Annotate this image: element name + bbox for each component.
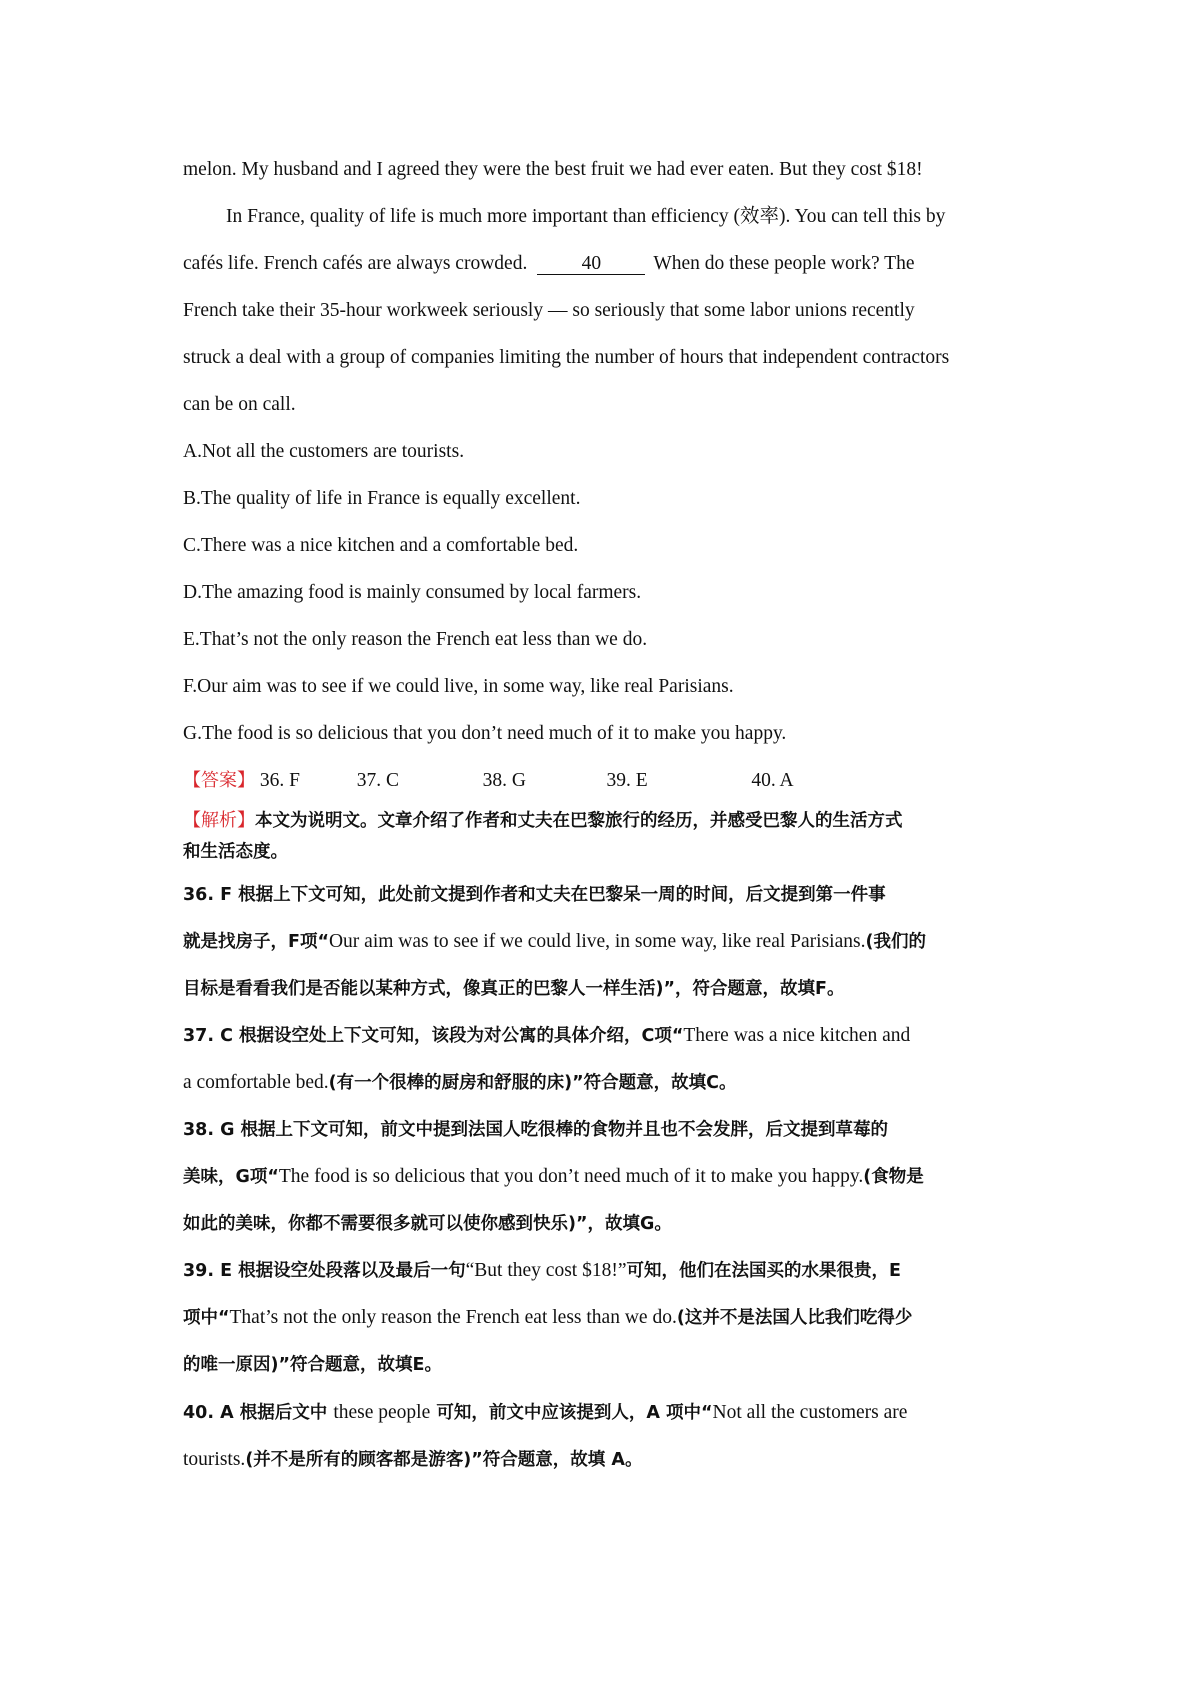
answer-39: 39. E xyxy=(606,770,648,791)
answer-37: 37. C xyxy=(356,770,400,791)
q40-text-2b: (并不是所有的顾客都是游客)”符合题意，故填 A。 xyxy=(245,1450,643,1470)
q39-text-1c: 可知，他们在法国买的水果很贵，E xyxy=(626,1261,901,1281)
q39-text-2a: 项中“ xyxy=(183,1308,230,1328)
analysis-label: 【解析】 xyxy=(183,810,255,831)
analysis-q38-line-3 xyxy=(183,1211,1043,1237)
q40-text-1d: Not all the customers are xyxy=(712,1402,908,1423)
passage-line-3 xyxy=(183,251,1043,277)
answer-40: 40. A xyxy=(751,770,794,791)
analysis-q36-line-1 xyxy=(183,882,1043,908)
q36-text-3: 目标是看看我们是否能以某种方式，像真正的巴黎人一样生活)”，符合题意，故填F。 xyxy=(183,979,845,999)
analysis-q37-line-2 xyxy=(183,1070,1043,1096)
q36-text-1: 36. F 根据上下文可知，此处前文提到作者和丈夫在巴黎呆一周的时间，后文提到第一件事 xyxy=(183,885,886,905)
passage-line-5: struck a deal with a group of companies limiting the number of hours that independent contractors xyxy=(183,347,950,368)
analysis-q40-line-1 xyxy=(183,1400,1043,1426)
answer-line xyxy=(183,768,1043,794)
q38-text-3: 如此的美味，你都不需要很多就可以使你感到快乐)”，故填G。 xyxy=(183,1214,672,1234)
q37-text-1a: 37. C 根据设空处上下文可知，该段为对公寓的具体介绍，C项“ xyxy=(183,1026,684,1046)
q37-text-2b: (有一个很棒的厨房和舒服的床)”符合题意，故填C。 xyxy=(328,1073,737,1093)
q38-text-2b: The food is so delicious that you don’t need much of it to make you happy. xyxy=(278,1166,864,1187)
option-g: G.The food is so delicious that you don’t need much of it to make you happy. xyxy=(183,723,787,744)
answer-label: 【答案】 xyxy=(183,770,255,791)
blank-40: 40 xyxy=(537,254,645,275)
analysis-summary-text-2: 和生活态度。 xyxy=(183,842,288,862)
passage-line-6: can be on call. xyxy=(183,394,296,415)
q39-text-1b: “But they cost $18!” xyxy=(465,1260,627,1281)
analysis-summary-line-1 xyxy=(183,808,1043,834)
option-c: C.There was a nice kitchen and a comfortable bed. xyxy=(183,535,579,556)
answer-36: 36. F xyxy=(259,770,300,791)
option-b: B.The quality of life in France is equally excellent. xyxy=(183,488,581,509)
q38-text-2a: 美味，G项“ xyxy=(183,1167,279,1187)
q39-text-3: 的唯一原因)”符合题意，故填E。 xyxy=(183,1355,442,1375)
passage-line-1: melon. My husband and I agreed they were the best fruit we had ever eaten. But they cost $18! xyxy=(183,159,923,180)
passage-line-2: In France, quality of life is much more important than efficiency (效率). You can tell this by xyxy=(226,206,946,227)
q37-text-2a: a comfortable bed. xyxy=(183,1072,329,1093)
option-e: E.That’s not the only reason the French eat less than we do. xyxy=(183,629,648,650)
option-a: A.Not all the customers are tourists. xyxy=(183,441,465,462)
analysis-q39-line-1 xyxy=(183,1258,1043,1284)
analysis-q39-line-2 xyxy=(183,1305,1043,1331)
answer-38: 38. G xyxy=(482,770,526,791)
analysis-summary-text-1: 本文为说明文。文章介绍了作者和丈夫在巴黎旅行的经历，并感受巴黎人的生活方式 xyxy=(255,811,903,831)
passage-line-3-text-b: When do these people work? The xyxy=(653,253,915,274)
analysis-q39-line-3 xyxy=(183,1352,1043,1378)
q40-text-1a: 40. A 根据后文中 xyxy=(183,1403,334,1423)
q40-text-2a: tourists. xyxy=(183,1449,246,1470)
passage-line-3-text-a: cafés life. French cafés are always crowded. xyxy=(183,253,528,274)
analysis-q38-line-1 xyxy=(183,1117,1043,1143)
q40-text-1c: 可知，前文中应该提到人，A 项中“ xyxy=(430,1403,713,1423)
analysis-q40-line-2 xyxy=(183,1447,1043,1473)
q36-text-2b: Our aim was to see if we could live, in some way, like real Parisians. xyxy=(328,931,866,952)
analysis-q36-line-2 xyxy=(183,929,1043,955)
option-d: D.The amazing food is mainly consumed by local farmers. xyxy=(183,582,642,603)
option-f: F.Our aim was to see if we could live, in some way, like real Parisians. xyxy=(183,676,734,697)
q39-text-2c: (这并不是法国人比我们吃得少 xyxy=(676,1308,913,1328)
q39-text-2b: That’s not the only reason the French eat less than we do. xyxy=(229,1307,677,1328)
passage-line-4: French take their 35-hour workweek seriously — so seriously that some labor unions recently xyxy=(183,300,915,321)
q37-text-1b: There was a nice kitchen and xyxy=(683,1025,911,1046)
q40-text-1b: these people xyxy=(333,1402,431,1423)
q38-text-2c: (食物是 xyxy=(863,1167,924,1187)
analysis-summary-line-2 xyxy=(183,839,1043,865)
q36-text-2c: (我们的 xyxy=(865,932,926,952)
analysis-q38-line-2 xyxy=(183,1164,1043,1190)
q38-text-1: 38. G 根据上下文可知，前文中提到法国人吃很棒的食物并且也不会发胖，后文提到草莓的 xyxy=(183,1120,889,1140)
q39-text-1a: 39. E 根据设空处段落以及最后一句 xyxy=(183,1261,466,1281)
q36-text-2a: 就是找房子，F项“ xyxy=(183,932,329,952)
analysis-q36-line-3 xyxy=(183,976,1043,1002)
analysis-q37-line-1 xyxy=(183,1023,1043,1049)
